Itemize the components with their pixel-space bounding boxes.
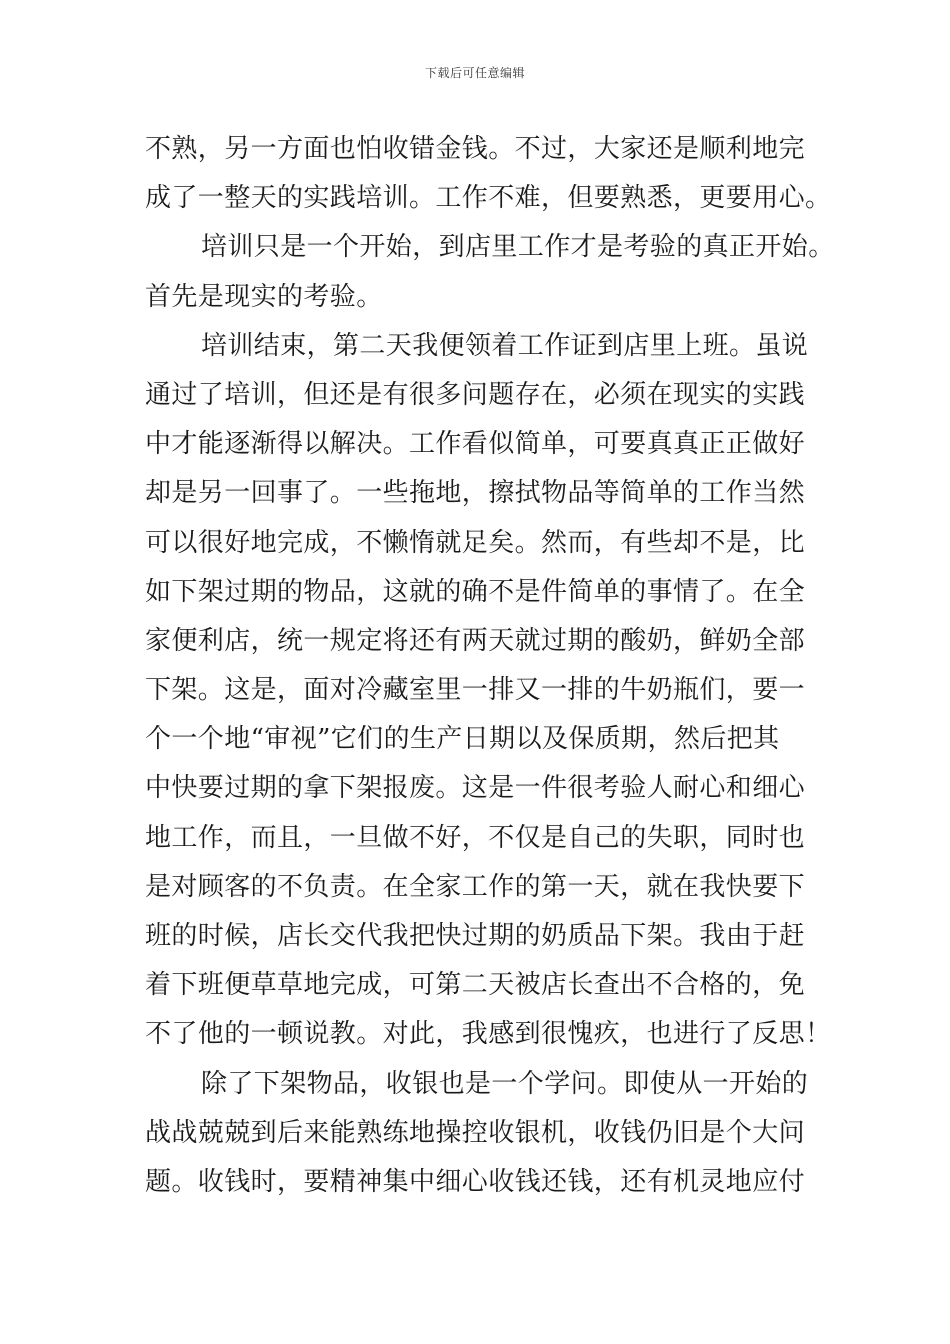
- paragraph-start-line: 培训只是一个开始，到店里工作才是考验的真正开始。: [201, 232, 835, 263]
- paragraph-start-line: 除了下架物品，收银也是一个学问。即使从一开始的: [201, 1068, 809, 1099]
- text-line: 地工作，而且，一旦做不好，不仅是自己的失职，同时也: [145, 822, 806, 853]
- text-line: 是对顾客的不负责。在全家工作的第一天，就在我快要下: [145, 871, 806, 902]
- text-line: 个一个地“审视”它们的生产日期以及保质期，然后把其: [145, 724, 780, 755]
- text-line: 下架。这是，面对冷藏室里一排又一排的牛奶瓶们，要一: [145, 675, 806, 706]
- page-header: 下载后可任意编辑: [424, 66, 525, 80]
- document-body: [145, 125, 835, 1207]
- text-line: 中才能逐渐得以解决。工作看似简单，可要真真正正做好: [145, 429, 806, 460]
- text-line: 战战兢兢到后来能熟练地操控收银机，收钱仍旧是个大问: [145, 1117, 806, 1148]
- text-line: 不熟，另一方面也怕收错金钱。不过，大家还是顺利地完: [145, 134, 806, 164]
- text-line: 可以很好地完成，不懒惰就足矣。然而，有些却不是，比: [145, 527, 806, 558]
- text-line: 如下架过期的物品，这就的确不是件简单的事情了。在全: [145, 576, 806, 607]
- text-line: 首先是现实的考验。: [145, 281, 383, 312]
- text-line: 班的时候，店长交代我把快过期的奶质品下架。我由于赶: [145, 921, 806, 951]
- text-line: 成了一整天的实践培训。工作不难，但要熟悉，更要用心。: [145, 183, 832, 214]
- text-line: 家便利店，统一规定将还有两天就过期的酸奶，鲜奶全部: [145, 625, 806, 656]
- text-line: 通过了培训，但还是有很多问题存在，必须在现实的实践: [145, 379, 806, 410]
- text-line: 不了他的一顿说教。对此，我感到很愧疚，也进行了反思！: [145, 1019, 832, 1050]
- paragraph-start-line: 培训结束，第二天我便领着工作证到店里上班。虽说: [201, 330, 809, 361]
- text-line: 却是另一回事了。一些拖地，擦拭物品等简单的工作当然: [145, 478, 806, 509]
- text-line: 题。收钱时，要精神集中细心收钱还钱，还有机灵地应付: [145, 1166, 806, 1197]
- text-line: 着下班便草草地完成，可第二天被店长查出不合格的，免: [145, 970, 806, 1001]
- text-line: 中快要过期的拿下架报废。这是一件很考验人耐心和细心: [145, 773, 806, 804]
